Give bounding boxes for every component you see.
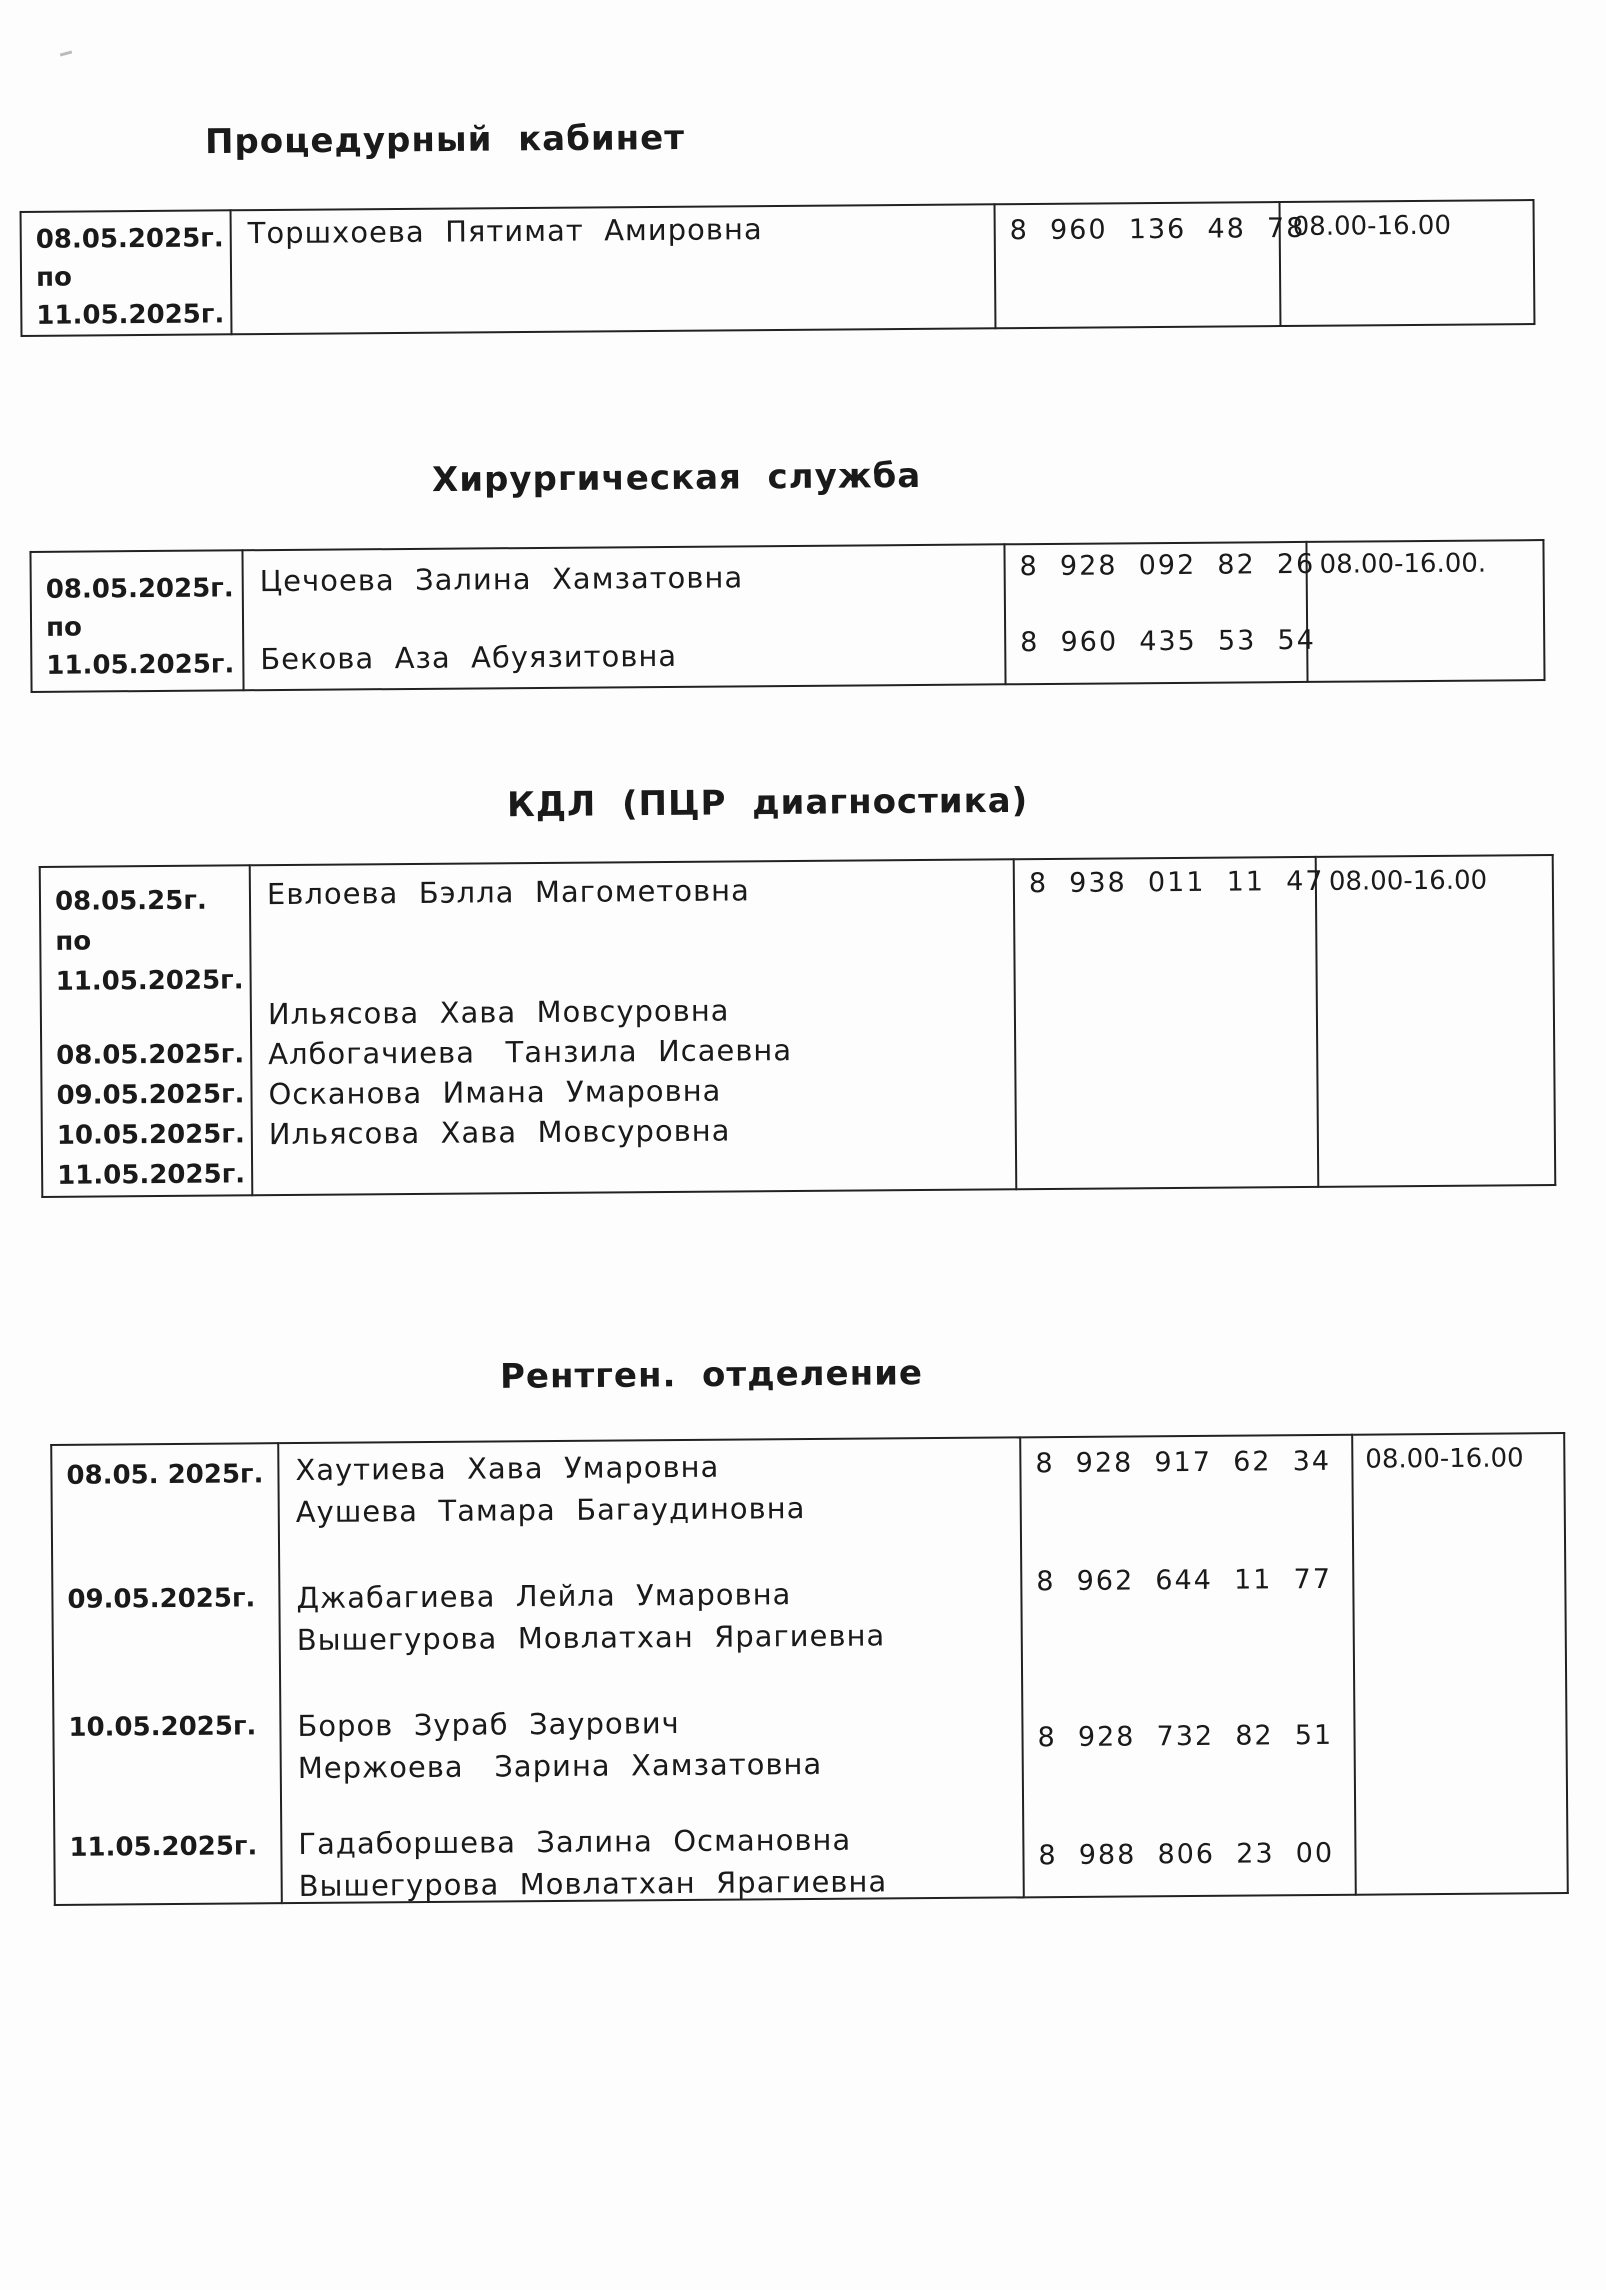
work-hours: 08.00-16.00 [1292,210,1452,242]
phone-number: 8 960 435 53 54 [1020,624,1316,659]
schedule-table-xray [50,1432,1569,1906]
staff-name: Осканова Имана Умаровна [268,1073,722,1112]
name-cell [250,859,1017,1195]
phone-number: 8 960 136 48 78 [1009,212,1306,247]
date-text: 11.05.2025г. [55,965,244,997]
time-cell [1316,855,1556,1187]
date-text: 08.05.25г. по [54,885,207,957]
phone-number: 8 928 092 82 26 [1019,548,1316,583]
staff-name: Евлоева Бэлла Магометовна [266,873,750,912]
date-text: 11.05.2025г. [46,649,235,681]
date-cell [40,865,253,1197]
date-text: 08.05.2025г. [45,573,234,605]
date-text: 11.05.2025г. [36,299,225,331]
staff-name: Аушева Тамара Багаудиновна [295,1491,806,1530]
name-cell [231,204,996,334]
time-cell [1306,540,1544,682]
date-text: 08.05. 2025г. [66,1459,264,1491]
staff-name: Боров Зураб Заурович [297,1706,680,1744]
time-cell [1352,1433,1568,1895]
staff-name: Хаутиева Хава Умаровна [295,1449,720,1488]
date-text: 10.05.2025г. [56,1119,245,1151]
date-cell [21,210,232,336]
table-row [21,200,1535,336]
staff-name: Цечоева Залина Хамзатовна [259,560,744,599]
name-cell [242,544,1005,690]
date-text: по [45,612,83,643]
scan-mark [60,50,72,56]
staff-name: Вышегурова Мовлатхан Ярагиевна [298,1864,888,1904]
phone-number: 8 988 806 23 00 [1038,1837,1335,1872]
staff-name: Ильясова Хава Мовсуровна [268,1113,731,1152]
phone-cell [1014,857,1325,1189]
date-text: 08.05.2025г. [56,1039,245,1071]
work-hours: 08.00-16.00 [1365,1443,1524,1475]
schedule-table-lab [39,854,1557,1198]
staff-name: Бекова Аза Абуязитовна [260,638,678,677]
schedule-table-surgery [29,539,1545,693]
phone-cell [995,202,1306,328]
work-hours: 08.00-16.00 [1328,865,1488,897]
date-text: 09.05.2025г. [67,1583,256,1615]
date-text: 10.05.2025г. [68,1711,257,1743]
date-cell [30,550,243,692]
date-text: по [35,262,72,293]
work-hours: 08.00-16.00. [1319,548,1487,580]
phone-number: 8 928 732 82 51 [1037,1719,1334,1754]
table-row [51,1433,1568,1905]
section-title-lab: КДЛ (ПЦР диагностика) [506,780,1029,826]
staff-name: Гадаборшева Залина Османовна [298,1822,852,1862]
staff-name: Торшхоева Пятимат Амировна [247,212,763,251]
date-text: 09.05.2025г. [56,1079,245,1111]
date-text: 11.05.2025г. [57,1159,246,1191]
staff-name: Ильясова Хава Мовсуровна [267,993,730,1032]
staff-name: Мержоева Зарина Хамзатовна [297,1746,823,1786]
date-text: 08.05.2025г. [35,223,224,255]
phone-number: 8 938 011 11 47 [1028,865,1325,900]
date-cell [51,1443,282,1905]
staff-name: Вышегурова Мовлатхан Ярагиевна [296,1618,886,1658]
table-row [30,540,1544,692]
time-cell [1279,200,1534,326]
phone-cell [1004,542,1316,684]
section-title-procedure-room: Процедурный кабинет [204,117,686,163]
staff-name: Джабагиева Лейла Умаровна [296,1577,792,1616]
table-row [40,855,1556,1197]
phone-cell [1020,1435,1356,1898]
phone-number: 8 928 917 62 34 [1035,1445,1332,1480]
schedule-table-procedure-room [20,199,1536,337]
section-title-xray: Рентген. отделение [499,1353,924,1397]
name-cell [278,1437,1024,1903]
phone-number: 8 962 644 11 77 [1036,1563,1333,1598]
date-text: 11.05.2025г. [69,1831,258,1863]
section-title-surgery: Хирургическая служба [431,455,922,501]
staff-name: Албогачиева Танзила Исаевна [268,1033,793,1072]
